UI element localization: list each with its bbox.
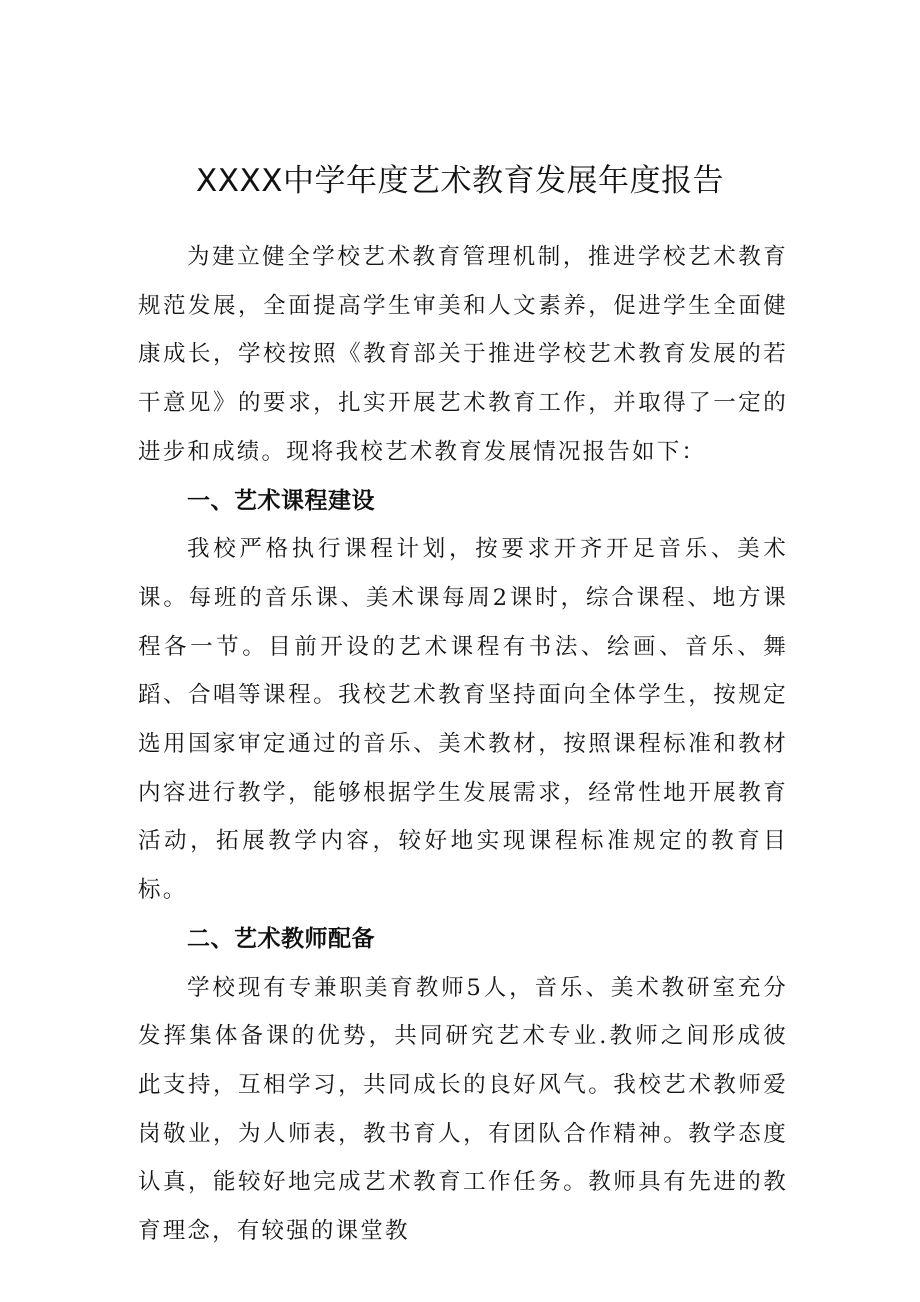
intro-paragraph: 为建立健全学校艺术教育管理机制，推进学校艺术教育规范发展，全面提高学生审美和人文素养，促进学生全面健康成长，学校按照《教育部关于推进学校艺术教育发展的若干意见》的要求，扎实开展艺术教育工作，并取得了一定的进步和成绩。现将我校艺术教育发展情况报告如下： bbox=[138, 244, 788, 465]
document-body bbox=[138, 233, 788, 1256]
section-heading-curriculum: 一、艺术课程建设 bbox=[187, 487, 375, 514]
section-body-teachers: 学校现有专兼职美育教师5人，音乐、美术教研室充分发挥集体备课的优势，共同研究艺术专业.教师之间形成彼此支持，互相学习，共同成长的良好风气。我校艺术教师爱岗敬业，为人师表，教书育人，有团队合作精神。教学态度认真，能较好地完成艺术教育工作任务。教师具有先进的教育理念，有较强的课堂教 bbox=[138, 974, 788, 1245]
document-title: XXXX中学年度艺术教育发展年度报告 bbox=[196, 162, 724, 199]
section-heading-teachers: 二、艺术教师配备 bbox=[187, 925, 375, 952]
section-body-curriculum: 我校严格执行课程计划，按要求开齐开足音乐、美术课。每班的音乐课、美术课每周2课时，综合课程、地方课程各一节。目前开设的艺术课程有书法、绘画、音乐、舞蹈、合唱等课程。我校艺术教育坚持面向全体学生，按规定选用国家审定通过的音乐、美术教材，按照课程标准和教材内容进行教学，能够根据学生发展需求，经常性地开展教育活动，拓展教学内容，较好地实现课程标准规定的教育目标。 bbox=[138, 536, 788, 904]
